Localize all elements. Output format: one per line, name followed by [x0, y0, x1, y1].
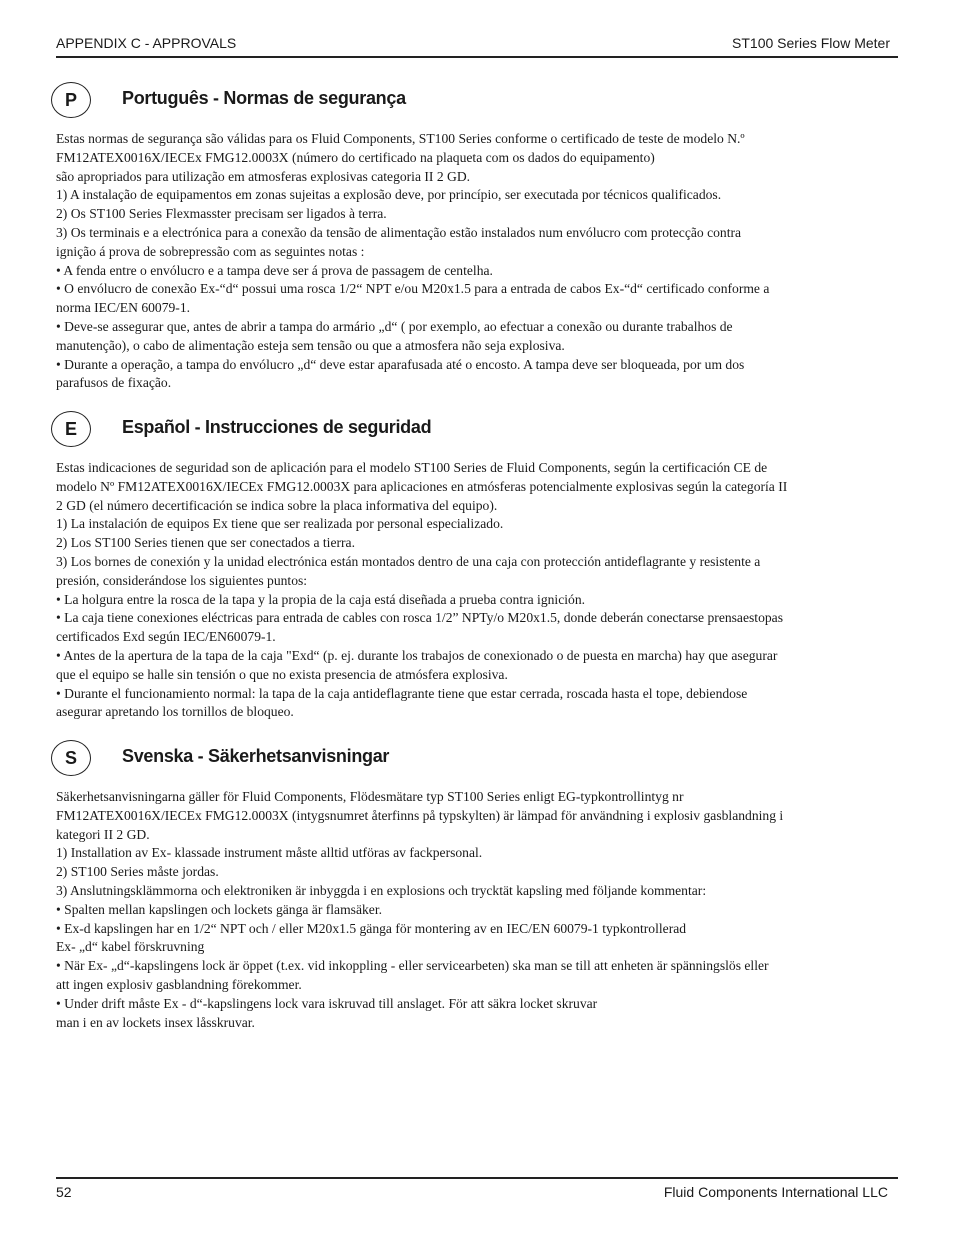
section-swedish [56, 740, 896, 1032]
section-title: Português - Normas de segurança [122, 88, 406, 108]
text-line: 2) Os ST100 Series Flexmasster precisam ser ligados à terra. [56, 206, 387, 222]
text-line: • Antes de la apertura de la tapa de la caja "Exd“ (p. ej. durante los trabajos de conexionado o de puesta en marcha) hay que asegurar [56, 647, 778, 663]
text-line: 2 GD (el número decertificación se indica sobre la placa informativa del equipo). [56, 497, 498, 513]
text-line: Estas indicaciones de seguridad son de aplicación para el modelo ST100 Series de Fluid Components, según la certificación CE de [56, 460, 768, 475]
text-line: 3) Los bornes de conexión y la unidad electrónica están montados dentro de una caja con protección antideflagrante y resistente a [56, 553, 761, 569]
text-line: • Durante a operação, a tampa do envólucro „d“ deve estar aparafusada até o encosto. A tampa deve ser bloqueada, por um dos [56, 356, 745, 372]
text-line: parafusos de fixação. [56, 375, 172, 391]
text-line: • La caja tiene conexiones eléctricas para entrada de cables con rosca 1/2” NPTy/o M20x1.5, donde deberán conectarse prensaestopas [56, 610, 783, 626]
section-heading [56, 82, 896, 122]
language-badge: P [51, 82, 91, 118]
text-line: • Spalten mellan kapslingen och lockets gänga är flamsäker. [56, 901, 382, 917]
text-line: certificados Exd según IEC/EN60079-1. [56, 629, 276, 645]
text-line: • O envólucro de conexão Ex-“d“ possui uma rosca 1/2“ NPT e/ou M20x1.5 para a entrada de cabos Ex-“d“ certificado conforme a [56, 281, 770, 297]
text-line: 2) Los ST100 Series tienen que ser conectados a tierra. [56, 535, 355, 551]
section-portuguese [56, 82, 896, 393]
text-line: FM12ATEX0016X/IECEx FMG12.0003X (número do certificado na plaqueta com os dados do equipamento) [56, 149, 655, 165]
section-body [56, 788, 896, 1032]
text-line: man i en av lockets insex låsskruvar. [56, 1014, 255, 1030]
text-line: norma IEC/EN 60079-1. [56, 300, 191, 316]
text-line: 1) Installation av Ex- klassade instrument måste alltid utföras av fackpersonal. [56, 845, 483, 861]
header-product-name: ST100 Series Flow Meter [732, 35, 890, 51]
language-badge: E [51, 411, 91, 447]
text-line: • Deve-se assegurar que, antes de abrir a tampa do armário „d“ ( por exemplo, ao efectuar a conexão ou durante trabalhos de [56, 318, 733, 334]
text-line: 1) La instalación de equipos Ex tiene que ser realizada por personal especializado. [56, 516, 504, 532]
text-line: • A fenda entre o envólucro e a tampa deve ser á prova de passagem de centelha. [56, 262, 493, 278]
text-line: presión, considerándose los siguientes puntos: [56, 572, 308, 588]
text-line: Ex- „d“ kabel förskruvning [56, 939, 205, 955]
text-line: • Under drift måste Ex - d“-kapslingens lock vara iskruvad till anslaget. För att säkra locket skruvar [56, 995, 598, 1011]
text-line: • Durante el funcionamiento normal: la tapa de la caja antideflagrante tiene que estar cerrada, roscada hasta el tope, debiendose [56, 685, 748, 701]
text-line: Säkerhetsanvisningarna gäller för Fluid Components, Flödesmätare typ ST100 Series enligt EG-typkontrollintyg nr [56, 789, 684, 804]
text-line: Estas normas de segurança são válidas para os Fluid Components, ST100 Series conforme o certificado de teste de modelo N.º [56, 131, 745, 146]
text-line: FM12ATEX0016X/IECEx FMG12.0003X (intygsnumret återfinns på typskylten) är lämpad för användning i explosiv gasblandning i [56, 807, 784, 823]
section-heading [56, 740, 896, 780]
text-line: que el equipo se halle sin tensión o que no exista presencia de atmósfera explosiva. [56, 666, 508, 682]
text-line: ignição á prova de sobrepressão com as seguintes notas : [56, 243, 365, 259]
text-line: • Ex-d kapslingen har en 1/2“ NPT och / eller M20x1.5 gänga för montering av en IEC/EN 60079-1 typkontrollerad [56, 920, 687, 936]
text-line: • När Ex- „d“-kapslingens lock är öppet (t.ex. vid inkoppling - eller servicearbeten) ska man se till att enheten är spänningslös eller [56, 958, 769, 974]
header-section-title: APPENDIX C - APPROVALS [56, 35, 237, 51]
page-footer [56, 1177, 898, 1203]
text-line: kategori II 2 GD. [56, 826, 150, 842]
text-line: 3) Os terminais e a electrónica para a conexão da tensão de alimentação estão instalados num envólucro com protecção contra [56, 224, 742, 240]
text-line: são apropriados para utilização em atmosferas explosivas categoria II 2 GD. [56, 168, 471, 184]
section-body [56, 130, 896, 393]
text-line: asegurar apretando los tornillos de bloqueo. [56, 704, 294, 720]
page-number: 52 [56, 1184, 72, 1200]
text-line: 2) ST100 Series måste jordas. [56, 864, 219, 880]
text-line: • La holgura entre la rosca de la tapa y la propia de la caja está diseñada a prueba contra ignición. [56, 591, 586, 607]
text-line: modelo Nº FM12ATEX0016X/IECEx FMG12.0003X para aplicaciones en atmósferas potencialmente explosivas según la categoría II [56, 478, 788, 494]
section-title: Español - Instrucciones de seguridad [122, 417, 432, 437]
text-line: 3) Anslutningsklämmorna och elektroniken är inbyggda i en explosions och trycktät kapsling med följande kommentar: [56, 882, 707, 898]
section-body [56, 459, 896, 722]
text-line: att ingen explosiv gasblandning förekommer. [56, 976, 302, 992]
section-title: Svenska - Säkerhetsanvisningar [122, 746, 390, 766]
section-heading [56, 411, 896, 451]
text-line: 1) A instalação de equipamentos em zonas sujeitas a explosão deve, por princípio, ser executada por técnicos qualificados. [56, 187, 722, 203]
section-spanish [56, 411, 896, 722]
text-line: manutenção), o cabo de alimentação esteja sem tensão ou que a atmosfera não seja explosiva. [56, 337, 565, 353]
language-badge: S [51, 740, 91, 776]
page-header [56, 34, 898, 58]
footer-company-name: Fluid Components International LLC [663, 1184, 888, 1200]
